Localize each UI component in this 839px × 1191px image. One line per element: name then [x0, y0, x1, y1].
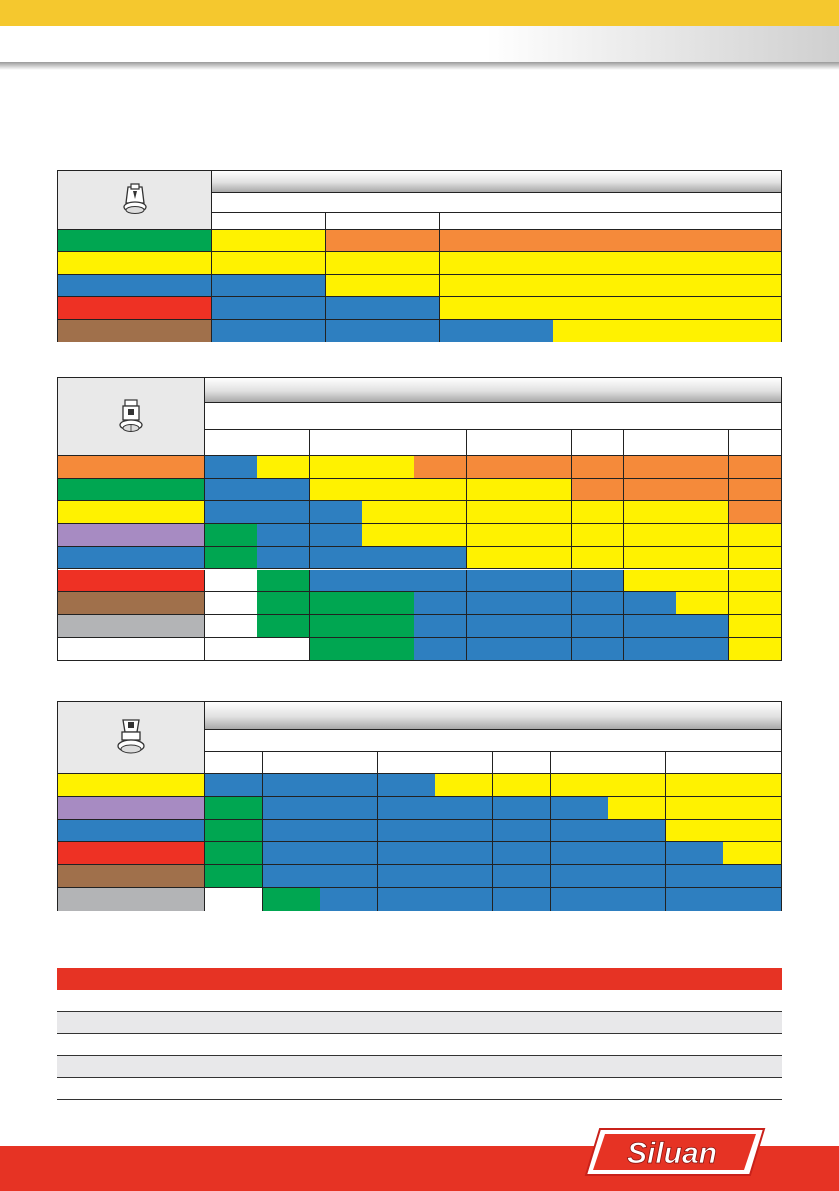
table-cell	[435, 888, 493, 911]
table-cell	[414, 479, 467, 502]
table-cell	[666, 797, 724, 820]
table-cell	[205, 820, 263, 843]
table-cell	[212, 320, 326, 342]
column-header-cell	[326, 213, 440, 230]
table-cell	[667, 320, 781, 342]
column-header-cell	[440, 213, 554, 230]
table-cell	[362, 501, 415, 524]
table-cell	[624, 456, 677, 479]
specification-table	[57, 968, 782, 1100]
column-header-cell	[676, 430, 729, 456]
table-cell	[205, 456, 258, 479]
table-cell	[440, 275, 554, 297]
table-cell	[362, 479, 415, 502]
table-cell	[310, 547, 363, 570]
table-cell	[676, 456, 729, 479]
table-cell	[257, 456, 310, 479]
nozzle-color-label	[58, 774, 205, 797]
nozzle-color-label	[58, 638, 205, 661]
header-gradient-bar	[205, 378, 781, 403]
column-header-cell	[205, 752, 263, 774]
table-cell	[572, 592, 625, 615]
table-cell	[205, 865, 263, 888]
table-cell	[205, 479, 258, 502]
table-cell	[263, 842, 321, 865]
nozzle-color-label	[58, 230, 212, 252]
table-cell	[205, 570, 258, 593]
table-cell	[212, 252, 326, 274]
table-cell	[320, 774, 378, 797]
table-cell	[378, 820, 436, 843]
nozzle-color-label	[58, 865, 205, 888]
table-cell	[310, 615, 363, 638]
column-header-cell	[414, 430, 467, 456]
table-cell	[572, 479, 625, 502]
table-cell	[729, 592, 782, 615]
table-cell	[362, 456, 415, 479]
table-cell	[519, 456, 572, 479]
table-cell	[326, 275, 440, 297]
table-cell	[667, 230, 781, 252]
table-cell	[212, 275, 326, 297]
table-cell	[624, 615, 677, 638]
table-cell	[440, 252, 554, 274]
nozzle-table-flat-fan	[57, 170, 782, 342]
table-cell	[666, 842, 724, 865]
nozzle-color-label	[58, 797, 205, 820]
table-cell	[205, 501, 258, 524]
table-cell	[676, 524, 729, 547]
table-cell	[310, 638, 363, 661]
table-cell	[467, 501, 520, 524]
table-cell	[624, 638, 677, 661]
table-cell	[257, 547, 310, 570]
table-cell	[205, 592, 258, 615]
table-cell	[553, 230, 667, 252]
nozzle-color-label	[58, 592, 205, 615]
table-cell	[729, 570, 782, 593]
table-cell	[493, 888, 551, 911]
nozzle-table-hollow-cone	[57, 377, 782, 661]
column-header-cell	[729, 430, 781, 456]
table-cell	[205, 524, 258, 547]
spec-table-row	[57, 1012, 782, 1034]
table-cell	[310, 501, 363, 524]
column-header-cell	[467, 430, 520, 456]
siluan-logo	[582, 1126, 768, 1183]
column-header-cell	[493, 752, 551, 774]
spec-table-row	[57, 1056, 782, 1078]
nozzle-color-label	[58, 275, 212, 297]
table-cell	[205, 638, 258, 661]
nozzle-color-label	[58, 297, 212, 319]
table-cell	[493, 842, 551, 865]
table-cell	[257, 570, 310, 593]
table-cell	[320, 797, 378, 820]
table-cell	[467, 456, 520, 479]
table-cell	[729, 615, 782, 638]
table-cell	[551, 774, 609, 797]
nozzle-type-icon-cell	[58, 378, 205, 456]
table-cell	[414, 615, 467, 638]
table-cell	[212, 297, 326, 319]
table-cell	[676, 592, 729, 615]
column-header-cell	[553, 213, 667, 230]
table-cell	[723, 797, 781, 820]
table-cell	[676, 547, 729, 570]
table-cell	[519, 638, 572, 661]
table-cell	[467, 479, 520, 502]
table-cell	[572, 570, 625, 593]
table-cell	[320, 842, 378, 865]
column-header-cell	[320, 752, 378, 774]
table-cell	[676, 501, 729, 524]
nozzle-color-label	[58, 252, 212, 274]
table-cell	[414, 524, 467, 547]
table-cell	[378, 842, 436, 865]
table-cell	[624, 547, 677, 570]
nozzle-color-label	[58, 570, 205, 593]
nozzle-color-label	[58, 842, 205, 865]
table-cell	[310, 524, 363, 547]
table-cell	[624, 570, 677, 593]
table-cell	[467, 638, 520, 661]
nozzle-color-label	[58, 501, 205, 524]
header-sub-bar	[205, 730, 781, 752]
table-cell	[362, 638, 415, 661]
table-cell	[572, 615, 625, 638]
table-cell	[608, 888, 666, 911]
table-cell	[263, 865, 321, 888]
table-cell	[205, 888, 263, 911]
spec-table-row	[57, 990, 782, 1012]
column-header-cell	[723, 752, 781, 774]
table-cell	[553, 275, 667, 297]
table-cell	[467, 570, 520, 593]
table-cell	[729, 456, 782, 479]
table-cell	[320, 865, 378, 888]
column-header-cell	[362, 430, 415, 456]
table-cell	[310, 592, 363, 615]
table-cell	[666, 888, 724, 911]
table-cell	[493, 774, 551, 797]
table-cell	[263, 820, 321, 843]
column-header-cell	[551, 752, 609, 774]
table-cell	[572, 547, 625, 570]
table-cell	[572, 524, 625, 547]
header-gradient-bar	[205, 702, 781, 730]
nozzle-color-label	[58, 456, 205, 479]
table-cell	[519, 547, 572, 570]
top-accent-stripe	[0, 0, 839, 26]
table-cell	[326, 320, 440, 342]
table-cell	[467, 524, 520, 547]
table-cell	[667, 297, 781, 319]
table-cell	[435, 774, 493, 797]
table-cell	[624, 592, 677, 615]
table-cell	[263, 774, 321, 797]
table-cell	[378, 797, 436, 820]
table-cell	[723, 888, 781, 911]
table-cell	[326, 252, 440, 274]
spec-table-row	[57, 1078, 782, 1100]
table-cell	[723, 842, 781, 865]
table-cell	[310, 456, 363, 479]
column-header-cell	[667, 213, 781, 230]
header-gradient-bar	[212, 171, 781, 193]
header-shadow	[0, 62, 839, 70]
column-header-cell	[572, 430, 625, 456]
table-cell	[414, 501, 467, 524]
header-band	[0, 26, 839, 64]
table-cell	[519, 524, 572, 547]
column-header-cell	[257, 430, 310, 456]
table-cell	[723, 865, 781, 888]
table-cell	[551, 865, 609, 888]
table-cell	[493, 820, 551, 843]
table-cell	[572, 456, 625, 479]
table-cell	[205, 774, 263, 797]
table-cell	[435, 820, 493, 843]
table-cell	[551, 797, 609, 820]
table-cell	[263, 888, 321, 911]
table-cell	[435, 797, 493, 820]
table-cell	[608, 865, 666, 888]
table-cell	[553, 252, 667, 274]
table-cell	[467, 547, 520, 570]
table-cell	[676, 570, 729, 593]
flat-fan-nozzle-icon	[122, 183, 148, 217]
table-cell	[378, 865, 436, 888]
table-cell	[624, 479, 677, 502]
table-cell	[551, 888, 609, 911]
table-cell	[723, 774, 781, 797]
table-cell	[326, 230, 440, 252]
nozzle-color-label	[58, 547, 205, 570]
table-cell	[362, 615, 415, 638]
column-header-cell	[608, 752, 666, 774]
nozzle-color-label	[58, 820, 205, 843]
table-cell	[414, 592, 467, 615]
table-cell	[572, 501, 625, 524]
table-cell	[440, 320, 554, 342]
table-cell	[378, 888, 436, 911]
table-cell	[257, 524, 310, 547]
column-header-cell	[378, 752, 436, 774]
table-cell	[553, 297, 667, 319]
column-header-cell	[624, 430, 677, 456]
column-header-cell	[310, 430, 363, 456]
table-cell	[519, 615, 572, 638]
table-cell	[414, 570, 467, 593]
spec-table-row	[57, 1034, 782, 1056]
anti-drift-nozzle-icon	[116, 718, 146, 758]
table-cell	[624, 501, 677, 524]
table-cell	[624, 524, 677, 547]
table-cell	[676, 638, 729, 661]
table-cell	[493, 797, 551, 820]
table-cell	[729, 479, 782, 502]
table-cell	[608, 797, 666, 820]
column-header-cell	[666, 752, 724, 774]
column-header-cell	[263, 752, 321, 774]
nozzle-color-label	[58, 524, 205, 547]
table-cell	[467, 615, 520, 638]
table-cell	[326, 297, 440, 319]
header-sub-bar	[205, 403, 781, 430]
table-cell	[435, 865, 493, 888]
table-cell	[553, 320, 667, 342]
table-cell	[212, 230, 326, 252]
table-cell	[263, 797, 321, 820]
table-cell	[320, 888, 378, 911]
table-cell	[729, 501, 782, 524]
table-cell	[435, 842, 493, 865]
svg-text:Siluan: Siluan	[626, 1137, 718, 1170]
table-cell	[205, 842, 263, 865]
table-cell	[414, 456, 467, 479]
table-cell	[310, 479, 363, 502]
table-cell	[414, 547, 467, 570]
nozzle-table-anti-drift	[57, 701, 782, 911]
nozzle-color-label	[58, 888, 205, 911]
table-cell	[362, 524, 415, 547]
table-cell	[551, 842, 609, 865]
nozzle-color-label	[58, 479, 205, 502]
table-cell	[723, 820, 781, 843]
nozzle-color-label	[58, 320, 212, 342]
table-cell	[362, 592, 415, 615]
table-cell	[205, 797, 263, 820]
table-cell	[205, 547, 258, 570]
table-cell	[414, 638, 467, 661]
table-cell	[378, 774, 436, 797]
spec-table-header	[57, 968, 782, 990]
table-cell	[205, 615, 258, 638]
table-cell	[608, 820, 666, 843]
column-header-cell	[519, 430, 572, 456]
table-cell	[519, 592, 572, 615]
table-cell	[257, 592, 310, 615]
header-sub-bar	[212, 193, 781, 213]
table-cell	[551, 820, 609, 843]
table-cell	[572, 638, 625, 661]
table-cell	[608, 774, 666, 797]
table-cell	[729, 547, 782, 570]
table-cell	[667, 275, 781, 297]
table-cell	[310, 570, 363, 593]
table-cell	[257, 615, 310, 638]
table-cell	[667, 252, 781, 274]
table-cell	[729, 524, 782, 547]
table-cell	[362, 570, 415, 593]
table-cell	[666, 865, 724, 888]
table-cell	[257, 479, 310, 502]
table-cell	[666, 820, 724, 843]
column-header-cell	[435, 752, 493, 774]
table-cell	[362, 547, 415, 570]
table-cell	[493, 865, 551, 888]
table-cell	[467, 592, 520, 615]
table-cell	[676, 615, 729, 638]
table-cell	[519, 501, 572, 524]
table-cell	[676, 479, 729, 502]
table-cell	[257, 501, 310, 524]
nozzle-color-label	[58, 615, 205, 638]
table-cell	[320, 820, 378, 843]
table-cell	[519, 479, 572, 502]
table-cell	[257, 638, 310, 661]
table-cell	[666, 774, 724, 797]
column-header-cell	[205, 430, 258, 456]
nozzle-type-icon-cell	[58, 702, 205, 774]
nozzle-type-icon-cell	[58, 171, 212, 230]
table-cell	[608, 842, 666, 865]
hollow-cone-nozzle-icon	[118, 398, 144, 436]
siluan-logo-icon	[582, 1126, 768, 1178]
table-cell	[440, 297, 554, 319]
table-cell	[729, 638, 782, 661]
column-header-cell	[212, 213, 326, 230]
table-cell	[440, 230, 554, 252]
table-cell	[519, 570, 572, 593]
